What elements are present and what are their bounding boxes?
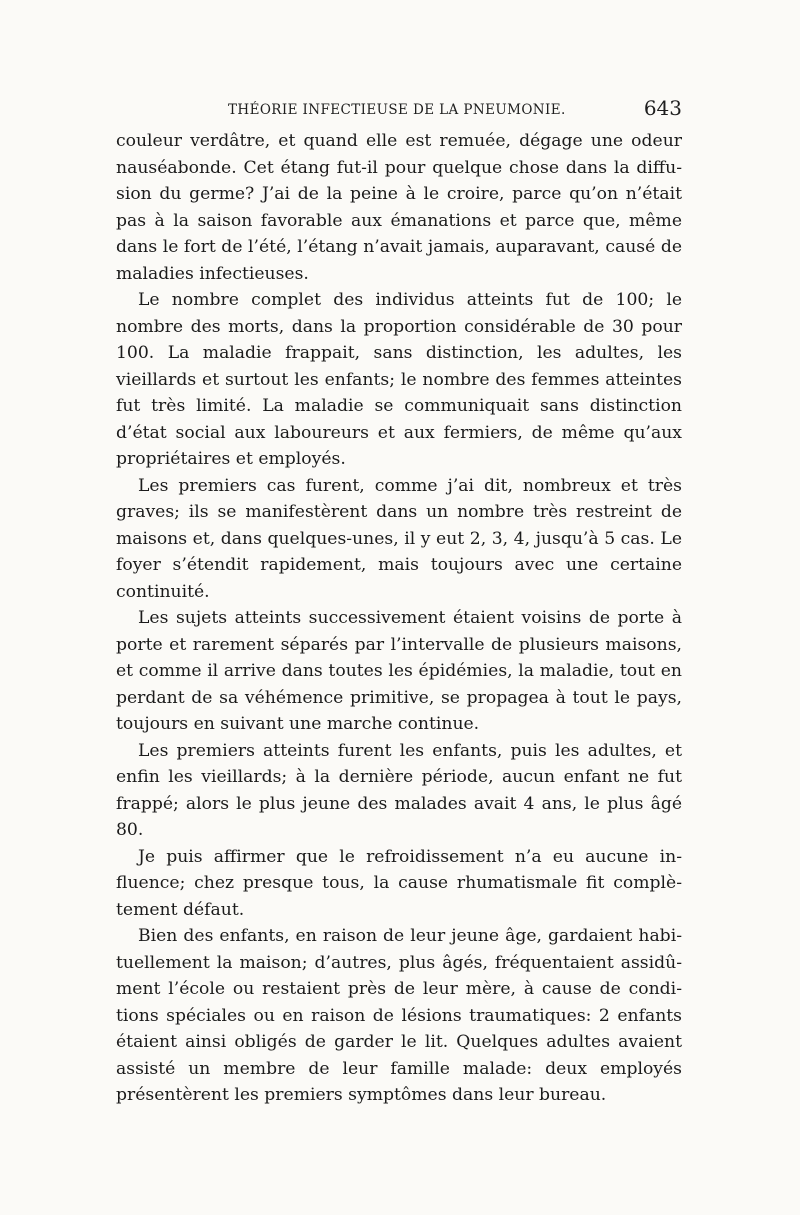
paragraph-propagation: Les sujets atteints successivement étaient voisins de porte à porte et rarement séparés par l’intervalle de plusieurs maisons, et comme il arrive dans toutes les épidémies, la maladie, tout en perdant de sa véhémence primitive, se propagea à tout le pays, toujours en suivant une marche continue. (116, 608, 682, 734)
page-number: 643 (643, 96, 682, 120)
paragraph-children-home: Bien des enfants, en raison de leur jeune âge, gardaient habituellement la maison; d’autres, plus âgés, fréquentaient assidûment l’école ou restaient près de leur mère, à cause de conditions spéciales ou en raison de lésions traumatiques: 2 enfants étaient ainsi obligés de garder le lit. Quelques adultes avaient assisté un membre de leur famille malade: deux employés présentèrent les premiers symptômes dans leur bureau. (116, 926, 682, 1105)
paragraph-age-order: Les premiers atteints furent les enfants, puis les adultes, et enfin les vieillards; à la dernière période, aucun enfant ne fut frappé; alors le plus jeune des malades avait 4 ans, le plus âgé 80. (116, 740, 682, 840)
paragraph-victims-count: Le nombre complet des individus atteints fut de 100; le nombre des morts, dans la proportion considérable de 30 pour 100. La maladie frappait, sans distinction, les adultes, les vieillards et surtout les enfants; le nombre des femmes atteintes fut très limité. La maladie se communiquait sans distinction d’état social aux laboureurs et aux fermiers, de même qu’aux propriétaires et employés. (116, 290, 682, 469)
running-title: THÉORIE INFECTIEUSE DE LA PNEUMONIE. (228, 102, 566, 118)
paragraph-first-cases: Les premiers cas furent, comme j’ai dit, nombreux et très graves; ils se manifestèrent dans un nombre très restreint de maisons et, dans quelques-unes, il y eut 2, 3, 4, jusqu’à 5 cas. Le foyer s’étendit rapidement, mais toujours avec une certaine continuité. (116, 475, 682, 602)
page-header (116, 96, 682, 126)
paragraph-continuation: couleur verdâtre, et quand elle est remuée, dégage une odeur nauséabonde. Cet étang fut-il pour quelque chose dans la diffusion du germe? J’ai de la peine à le croire, parce qu’on n’était pas à la saison favorable aux émanations et parce que, même dans le fort de l’été, l’étang n’avait jamais, auparavant, causé de maladies infectieuses. (116, 131, 682, 284)
paragraph-cold-influence: Je puis affirmer que le refroidissement n’a eu aucune influence; chez presque tous, la cause rhumatismale fit complètement défaut. (116, 846, 682, 920)
body-text (116, 128, 682, 1109)
